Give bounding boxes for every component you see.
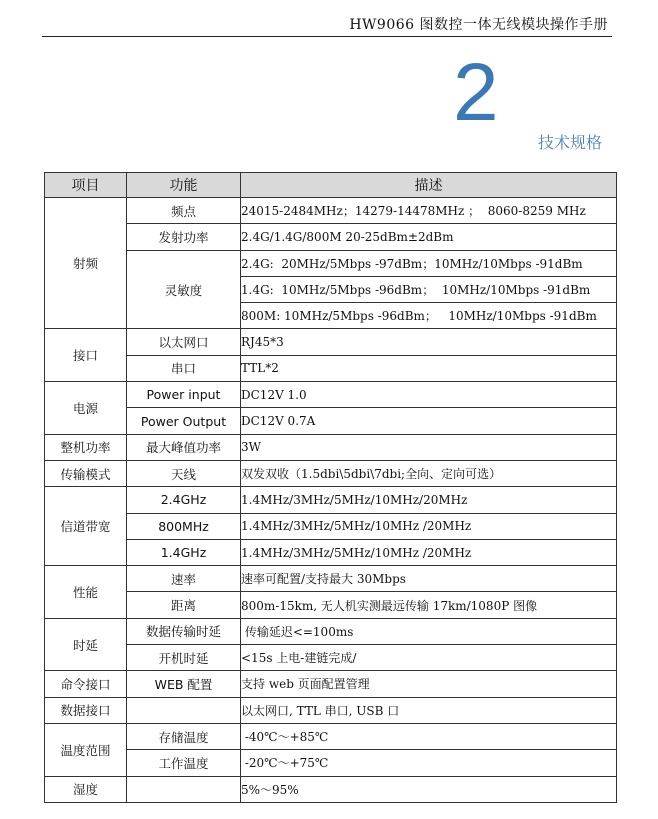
function-cell: 发射功率 (127, 224, 241, 250)
description-cell: DC12V 1.0 (241, 382, 617, 408)
function-cell (127, 697, 241, 723)
category-cell: 电源 (45, 382, 127, 435)
description-cell: 传输延迟<=100ms (241, 618, 617, 644)
description-cell: 5%～95% (241, 776, 617, 802)
description-cell: 以太网口, TTL 串口, USB 口 (241, 697, 617, 723)
chapter-number: 2 (453, 47, 499, 138)
table-row (45, 539, 617, 565)
category-cell: 命令接口 (45, 671, 127, 697)
table-row (45, 592, 617, 618)
table-row (45, 723, 617, 749)
description-cell: 支持 web 页面配置管理 (241, 671, 617, 697)
function-cell: 灵敏度 (127, 250, 241, 329)
description-cell: 1.4MHz/3MHz/5MHz/10MHz /20MHz (241, 513, 617, 539)
function-cell: 800MHz (127, 513, 241, 539)
category-cell: 数据接口 (45, 697, 127, 723)
description-cell: 1.4MHz/3MHz/5MHz/10MHz /20MHz (241, 539, 617, 565)
category-cell: 整机功率 (45, 434, 127, 460)
chapter-title: 技术规格 (538, 133, 603, 152)
description-cell: RJ45*3 (241, 329, 617, 355)
description-cell: <15s 上电-建链完成/ (241, 645, 617, 671)
spec-table-body (45, 198, 617, 803)
function-cell: 距离 (127, 592, 241, 618)
function-cell: 最大峰值功率 (127, 434, 241, 460)
function-cell: 数据传输时延 (127, 618, 241, 644)
table-row (45, 408, 617, 434)
function-cell: 2.4GHz (127, 487, 241, 513)
description-cell: TTL*2 (241, 355, 617, 381)
description-cell: 速率可配置/支持最大 30Mbps (241, 566, 617, 592)
table-row (45, 460, 617, 486)
category-cell: 时延 (45, 618, 127, 671)
table-row (45, 697, 617, 723)
function-cell (127, 776, 241, 802)
category-cell: 射频 (45, 198, 127, 329)
function-cell: 串口 (127, 355, 241, 381)
table-header-row (45, 173, 617, 198)
table-row (45, 750, 617, 776)
description-cell: 3W (241, 434, 617, 460)
description-cell: 2.4G/1.4G/800M 20-25dBm±2dBm (241, 224, 617, 250)
category-cell: 传输模式 (45, 460, 127, 486)
table-row (45, 382, 617, 408)
table-row (45, 329, 617, 355)
table-row (45, 198, 617, 224)
description-cell: 2.4G: 20MHz/5Mbps -97dBm；10MHz/10Mbps -91dBm (241, 250, 617, 276)
description-cell: 1.4G: 10MHz/5Mbps -96dBm； 10MHz/10Mbps -91dBm (241, 276, 617, 302)
function-cell: 工作温度 (127, 750, 241, 776)
category-cell: 湿度 (45, 776, 127, 802)
description-cell: 800m-15km, 无人机实测最远传输 17km/1080P 图像 (241, 592, 617, 618)
description-cell: DC12V 0.7A (241, 408, 617, 434)
spec-table (44, 172, 617, 803)
table-row (45, 645, 617, 671)
table-row (45, 487, 617, 513)
function-cell: 天线 (127, 460, 241, 486)
category-cell: 温度范围 (45, 723, 127, 776)
function-cell: Power input (127, 382, 241, 408)
header-divider (42, 36, 612, 37)
description-cell: -20℃～+75℃ (241, 750, 617, 776)
table-row (45, 224, 617, 250)
function-cell: 速率 (127, 566, 241, 592)
category-cell: 信道带宽 (45, 487, 127, 566)
header-function: 功能 (127, 173, 241, 198)
function-cell: 1.4GHz (127, 539, 241, 565)
document-header-title: HW9066 图数控一体无线模块操作手册 (349, 17, 608, 33)
function-cell: Power Output (127, 408, 241, 434)
description-cell: 双发双收（1.5dbi\5dbi\7dbi;全向、定向可选） (241, 460, 617, 486)
header-item: 项目 (45, 173, 127, 198)
table-row (45, 618, 617, 644)
table-row (45, 250, 617, 276)
description-cell: 800M: 10MHz/5Mbps -96dBm； 10MHz/10Mbps -91dBm (241, 303, 617, 329)
header-description: 描述 (241, 173, 617, 198)
description-cell: -40℃～+85℃ (241, 723, 617, 749)
table-row (45, 566, 617, 592)
description-cell: 24015-2484MHz；14279-14478MHz ； 8060-8259 MHz (241, 198, 617, 224)
table-row (45, 355, 617, 381)
table-row (45, 513, 617, 539)
category-cell: 性能 (45, 566, 127, 619)
function-cell: WEB 配置 (127, 671, 241, 697)
function-cell: 以太网口 (127, 329, 241, 355)
table-row (45, 671, 617, 697)
description-cell: 1.4MHz/3MHz/5MHz/10MHz/20MHz (241, 487, 617, 513)
table-row (45, 776, 617, 802)
category-cell: 接口 (45, 329, 127, 382)
function-cell: 频点 (127, 198, 241, 224)
function-cell: 存储温度 (127, 723, 241, 749)
function-cell: 开机时延 (127, 645, 241, 671)
table-row (45, 434, 617, 460)
